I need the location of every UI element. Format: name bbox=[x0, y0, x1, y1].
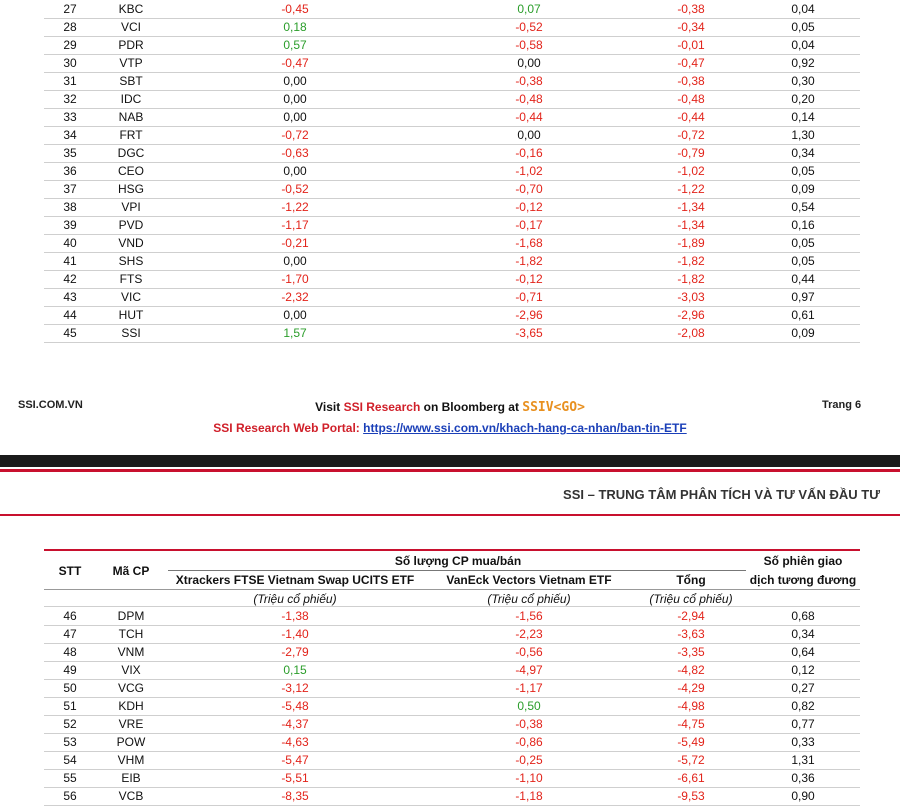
cell-code: DPM bbox=[117, 609, 145, 623]
table-row bbox=[44, 625, 860, 644]
cell-stt: 40 bbox=[63, 236, 77, 250]
cell-total: -1,34 bbox=[677, 218, 705, 232]
cell-total: -1,82 bbox=[677, 254, 705, 268]
cell-code: KBC bbox=[118, 2, 144, 16]
cell-vaneck: -1,68 bbox=[515, 236, 543, 250]
cell-code: DGC bbox=[117, 146, 145, 160]
cell-xtrackers: -2,79 bbox=[281, 645, 309, 659]
footer-portal-link[interactable]: https://www.ssi.com.vn/khach-hang-ca-nhan/ban-tin-ETF bbox=[363, 421, 687, 435]
cell-code: IDC bbox=[120, 92, 142, 106]
cell-total: -3,35 bbox=[677, 645, 705, 659]
header-bottom-rule bbox=[44, 589, 860, 590]
footer-bloomberg-line bbox=[0, 400, 900, 415]
cell-vaneck: -0,17 bbox=[515, 218, 543, 232]
cell-stt: 32 bbox=[63, 92, 77, 106]
table-row bbox=[44, 607, 860, 626]
cell-code: VCI bbox=[120, 20, 141, 34]
cell-stt: 56 bbox=[63, 789, 77, 803]
cell-stt: 29 bbox=[63, 38, 77, 52]
cell-total: -0,44 bbox=[677, 110, 705, 124]
cell-total: -4,98 bbox=[677, 699, 705, 713]
cell-sessions: 0,09 bbox=[791, 182, 815, 196]
cell-xtrackers: 0,18 bbox=[283, 20, 307, 34]
cell-stt: 50 bbox=[63, 681, 77, 695]
table-row bbox=[44, 180, 860, 199]
cell-xtrackers: 0,00 bbox=[283, 92, 307, 106]
cell-stt: 36 bbox=[63, 164, 77, 178]
cell-vaneck: -0,25 bbox=[515, 753, 543, 767]
table-row bbox=[44, 769, 860, 788]
cell-xtrackers: -0,45 bbox=[281, 2, 309, 16]
cell-stt: 39 bbox=[63, 218, 77, 232]
cell-vaneck: -0,38 bbox=[515, 717, 543, 731]
cell-vaneck: -0,44 bbox=[515, 110, 543, 124]
cell-xtrackers: -0,72 bbox=[281, 128, 309, 142]
group-underline bbox=[168, 570, 746, 571]
cell-xtrackers: -1,17 bbox=[281, 218, 309, 232]
cell-stt: 48 bbox=[63, 645, 77, 659]
cell-sessions: 0,97 bbox=[791, 290, 815, 304]
cell-stt: 35 bbox=[63, 146, 77, 160]
cell-code: SSI bbox=[121, 326, 141, 340]
cell-vaneck: 0,00 bbox=[517, 128, 541, 142]
cell-xtrackers: 0,00 bbox=[283, 110, 307, 124]
table-row bbox=[44, 126, 860, 145]
table-row bbox=[44, 90, 860, 109]
table-row bbox=[44, 679, 860, 698]
page-break-black-band bbox=[0, 455, 900, 467]
table-row bbox=[44, 198, 860, 217]
table-row bbox=[44, 0, 860, 19]
cell-xtrackers: -4,37 bbox=[281, 717, 309, 731]
cell-total: -0,34 bbox=[677, 20, 705, 34]
cell-code: VPI bbox=[121, 200, 141, 214]
cell-stt: 33 bbox=[63, 110, 77, 124]
unit-total: (Triệu cổ phiếu) bbox=[649, 592, 733, 606]
footer-ssiv-go: SSIV<GO> bbox=[522, 400, 585, 415]
cell-code: VRE bbox=[118, 717, 144, 731]
cell-xtrackers: -0,52 bbox=[281, 182, 309, 196]
cell-code: VCG bbox=[117, 681, 144, 695]
cell-code: PVD bbox=[118, 218, 144, 232]
cell-vaneck: -2,23 bbox=[515, 627, 543, 641]
unit-vaneck: (Triệu cổ phiếu) bbox=[487, 592, 571, 606]
cell-sessions: 0,16 bbox=[791, 218, 815, 232]
cell-vaneck: -0,38 bbox=[515, 74, 543, 88]
cell-stt: 46 bbox=[63, 609, 77, 623]
cell-sessions: 0,27 bbox=[791, 681, 815, 695]
cell-xtrackers: 0,00 bbox=[283, 308, 307, 322]
cell-stt: 34 bbox=[63, 128, 77, 142]
cell-stt: 54 bbox=[63, 753, 77, 767]
cell-stt: 41 bbox=[63, 254, 77, 268]
col-header-vaneck: VanEck Vectors Vietnam ETF bbox=[446, 573, 612, 587]
cell-xtrackers: 1,57 bbox=[283, 326, 307, 340]
col-header-total: Tổng bbox=[676, 573, 706, 587]
table-row bbox=[44, 787, 860, 806]
cell-sessions: 0,04 bbox=[791, 2, 815, 16]
cell-xtrackers: -5,51 bbox=[281, 771, 309, 785]
cell-code: VIX bbox=[121, 663, 141, 677]
cell-total: -0,48 bbox=[677, 92, 705, 106]
footer-page-number: Trang 6 bbox=[822, 399, 862, 411]
col-header-xtrackers: Xtrackers FTSE Vietnam Swap UCITS ETF bbox=[175, 573, 415, 587]
cell-vaneck: -0,70 bbox=[515, 182, 543, 196]
table-row bbox=[44, 234, 860, 253]
cell-xtrackers: -5,47 bbox=[281, 753, 309, 767]
table-row bbox=[44, 108, 860, 127]
cell-vaneck: -3,65 bbox=[515, 326, 543, 340]
cell-sessions: 0,33 bbox=[791, 735, 815, 749]
cell-code: PDR bbox=[118, 38, 144, 52]
table-row bbox=[44, 306, 860, 325]
cell-vaneck: 0,00 bbox=[517, 56, 541, 70]
cell-total: -1,89 bbox=[677, 236, 705, 250]
cell-code: POW bbox=[116, 735, 146, 749]
footer-visit-text: Visit bbox=[315, 400, 344, 414]
cell-total: -1,22 bbox=[677, 182, 705, 196]
table-row bbox=[44, 643, 860, 662]
cell-vaneck: 0,07 bbox=[517, 2, 541, 16]
cell-xtrackers: 0,15 bbox=[283, 663, 307, 677]
cell-sessions: 0,36 bbox=[791, 771, 815, 785]
page-header-divider bbox=[0, 514, 900, 516]
cell-vaneck: -1,17 bbox=[515, 681, 543, 695]
cell-code: VHM bbox=[117, 753, 145, 767]
cell-stt: 38 bbox=[63, 200, 77, 214]
cell-xtrackers: 0,00 bbox=[283, 164, 307, 178]
cell-total: -6,61 bbox=[677, 771, 705, 785]
cell-sessions: 0,82 bbox=[791, 699, 815, 713]
cell-stt: 37 bbox=[63, 182, 77, 196]
table-row bbox=[44, 733, 860, 752]
col-header-sessions-2: dịch tương đương bbox=[749, 573, 857, 587]
cell-sessions: 1,30 bbox=[791, 128, 815, 142]
cell-total: -2,96 bbox=[677, 308, 705, 322]
cell-sessions: 0,05 bbox=[791, 236, 815, 250]
cell-xtrackers: -2,32 bbox=[281, 290, 309, 304]
table-row bbox=[44, 661, 860, 680]
cell-code: NAB bbox=[118, 110, 144, 124]
cell-stt: 55 bbox=[63, 771, 77, 785]
cell-code: VNM bbox=[117, 645, 145, 659]
cell-code: VCB bbox=[118, 789, 144, 803]
page-header-title: SSI – TRUNG TÂM PHÂN TÍCH VÀ TƯ VẤN ĐẦU TƯ bbox=[563, 487, 880, 502]
footer-on-bloomberg: on Bloomberg at bbox=[420, 400, 523, 414]
cell-sessions: 0,09 bbox=[791, 326, 815, 340]
cell-sessions: 1,31 bbox=[791, 753, 815, 767]
cell-vaneck: 0,50 bbox=[517, 699, 541, 713]
cell-total: -0,79 bbox=[677, 146, 705, 160]
table-row bbox=[44, 715, 860, 734]
col-header-group: Số lượng CP mua/bán bbox=[394, 554, 522, 568]
cell-code: SHS bbox=[118, 254, 144, 268]
cell-vaneck: -0,12 bbox=[515, 200, 543, 214]
col-header-sessions-1: Số phiên giao bbox=[763, 554, 843, 568]
unit-xtrackers: (Triệu cổ phiếu) bbox=[253, 592, 337, 606]
table-row bbox=[44, 72, 860, 91]
table-row bbox=[44, 18, 860, 37]
footer-site[interactable]: SSI.COM.VN bbox=[18, 399, 83, 411]
cell-vaneck: -2,96 bbox=[515, 308, 543, 322]
cell-stt: 43 bbox=[63, 290, 77, 304]
cell-stt: 31 bbox=[63, 74, 77, 88]
table-top bbox=[44, 0, 860, 344]
cell-sessions: 0,04 bbox=[791, 38, 815, 52]
cell-code: TCH bbox=[118, 627, 144, 641]
cell-code: FTS bbox=[119, 272, 143, 286]
cell-stt: 53 bbox=[63, 735, 77, 749]
cell-vaneck: -1,56 bbox=[515, 609, 543, 623]
cell-code: CEO bbox=[117, 164, 144, 178]
cell-xtrackers: -0,21 bbox=[281, 236, 309, 250]
cell-total: -5,49 bbox=[677, 735, 705, 749]
table-row bbox=[44, 751, 860, 770]
cell-total: -5,72 bbox=[677, 753, 705, 767]
cell-total: -1,02 bbox=[677, 164, 705, 178]
table-bottom bbox=[44, 607, 860, 808]
cell-sessions: 0,68 bbox=[791, 609, 815, 623]
cell-total: -1,82 bbox=[677, 272, 705, 286]
cell-xtrackers: -8,35 bbox=[281, 789, 309, 803]
table-row bbox=[44, 36, 860, 55]
cell-sessions: 0,61 bbox=[791, 308, 815, 322]
cell-total: -0,01 bbox=[677, 38, 705, 52]
cell-sessions: 0,05 bbox=[791, 20, 815, 34]
cell-sessions: 0,44 bbox=[791, 272, 815, 286]
cell-total: -4,82 bbox=[677, 663, 705, 677]
cell-stt: 49 bbox=[63, 663, 77, 677]
cell-xtrackers: 0,00 bbox=[283, 254, 307, 268]
cell-sessions: 0,34 bbox=[791, 627, 815, 641]
cell-xtrackers: -0,47 bbox=[281, 56, 309, 70]
cell-stt: 51 bbox=[63, 699, 77, 713]
cell-total: -4,29 bbox=[677, 681, 705, 695]
cell-stt: 42 bbox=[63, 272, 77, 286]
cell-xtrackers: 0,57 bbox=[283, 38, 307, 52]
cell-code: VTP bbox=[119, 56, 143, 70]
footer-ssi-research: SSI Research bbox=[343, 400, 421, 414]
cell-sessions: 0,54 bbox=[791, 200, 815, 214]
cell-vaneck: -0,58 bbox=[515, 38, 543, 52]
cell-total: -4,75 bbox=[677, 717, 705, 731]
cell-total: -1,34 bbox=[677, 200, 705, 214]
cell-total: -9,53 bbox=[677, 789, 705, 803]
cell-vaneck: -0,12 bbox=[515, 272, 543, 286]
table-row bbox=[44, 697, 860, 716]
table-row bbox=[44, 54, 860, 73]
table-row bbox=[44, 216, 860, 235]
cell-stt: 30 bbox=[63, 56, 77, 70]
cell-stt: 45 bbox=[63, 326, 77, 340]
page-break-red-band bbox=[0, 469, 900, 472]
cell-vaneck: -1,10 bbox=[515, 771, 543, 785]
cell-vaneck: -0,48 bbox=[515, 92, 543, 106]
table-row bbox=[44, 324, 860, 343]
cell-sessions: 0,64 bbox=[791, 645, 815, 659]
cell-stt: 27 bbox=[63, 2, 77, 16]
cell-total: -0,38 bbox=[677, 2, 705, 16]
cell-vaneck: -1,18 bbox=[515, 789, 543, 803]
cell-stt: 44 bbox=[63, 308, 77, 322]
cell-total: -0,38 bbox=[677, 74, 705, 88]
col-header-code: Mã CP bbox=[112, 564, 150, 578]
cell-xtrackers: -1,70 bbox=[281, 272, 309, 286]
table-row bbox=[44, 288, 860, 307]
cell-total: -3,63 bbox=[677, 627, 705, 641]
cell-code: SBT bbox=[119, 74, 143, 88]
cell-xtrackers: -4,63 bbox=[281, 735, 309, 749]
cell-vaneck: -0,52 bbox=[515, 20, 543, 34]
cell-sessions: 0,14 bbox=[791, 110, 815, 124]
col-header-stt: STT bbox=[58, 564, 82, 578]
cell-code: EIB bbox=[121, 771, 141, 785]
cell-vaneck: -0,71 bbox=[515, 290, 543, 304]
cell-sessions: 0,90 bbox=[791, 789, 815, 803]
cell-sessions: 0,34 bbox=[791, 146, 815, 160]
cell-sessions: 0,20 bbox=[791, 92, 815, 106]
cell-xtrackers: -1,22 bbox=[281, 200, 309, 214]
table-row bbox=[44, 270, 860, 289]
table-row bbox=[44, 252, 860, 271]
cell-stt: 28 bbox=[63, 20, 77, 34]
cell-vaneck: -1,82 bbox=[515, 254, 543, 268]
cell-total: -3,03 bbox=[677, 290, 705, 304]
cell-xtrackers: -0,63 bbox=[281, 146, 309, 160]
cell-stt: 47 bbox=[63, 627, 77, 641]
cell-code: HSG bbox=[117, 182, 144, 196]
cell-code: VND bbox=[118, 236, 144, 250]
cell-vaneck: -0,56 bbox=[515, 645, 543, 659]
cell-total: -0,72 bbox=[677, 128, 705, 142]
cell-code: FRT bbox=[119, 128, 143, 142]
cell-vaneck: -4,97 bbox=[515, 663, 543, 677]
cell-vaneck: -0,16 bbox=[515, 146, 543, 160]
cell-xtrackers: -5,48 bbox=[281, 699, 309, 713]
cell-sessions: 0,30 bbox=[791, 74, 815, 88]
cell-code: VIC bbox=[120, 290, 141, 304]
cell-xtrackers: 0,00 bbox=[283, 74, 307, 88]
cell-vaneck: -0,86 bbox=[515, 735, 543, 749]
cell-xtrackers: -1,40 bbox=[281, 627, 309, 641]
cell-code: HUT bbox=[118, 308, 144, 322]
cell-vaneck: -1,02 bbox=[515, 164, 543, 178]
cell-total: -2,08 bbox=[677, 326, 705, 340]
cell-sessions: 0,77 bbox=[791, 717, 815, 731]
cell-xtrackers: -3,12 bbox=[281, 681, 309, 695]
table-row bbox=[44, 162, 860, 181]
cell-sessions: 0,12 bbox=[791, 663, 815, 677]
cell-sessions: 0,05 bbox=[791, 254, 815, 268]
footer-portal-label: SSI Research Web Portal: bbox=[213, 421, 364, 435]
cell-total: -0,47 bbox=[677, 56, 705, 70]
footer-portal-line bbox=[0, 421, 900, 435]
cell-sessions: 0,05 bbox=[791, 164, 815, 178]
cell-total: -2,94 bbox=[677, 609, 705, 623]
table-row bbox=[44, 144, 860, 163]
cell-xtrackers: -1,38 bbox=[281, 609, 309, 623]
cell-sessions: 0,92 bbox=[791, 56, 815, 70]
cell-stt: 52 bbox=[63, 717, 77, 731]
table-header-top-rule bbox=[44, 549, 860, 551]
cell-code: KDH bbox=[118, 699, 144, 713]
